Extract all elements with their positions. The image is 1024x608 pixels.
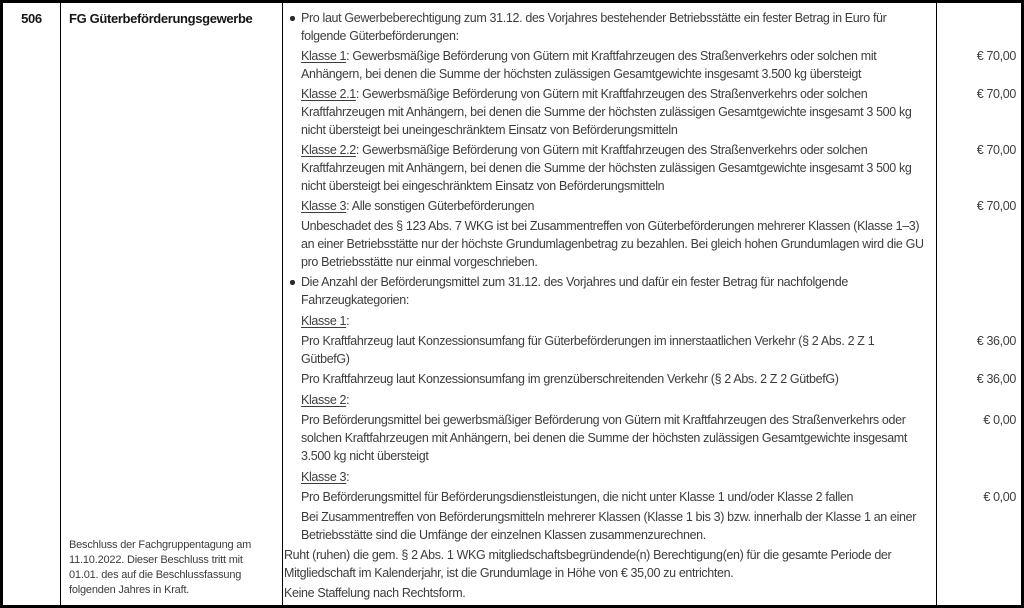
amount-cell: € 0,00	[983, 413, 1016, 427]
block-text-heading: Klasse 2:	[301, 393, 350, 407]
amount-cell	[937, 271, 1021, 273]
block-text-flush: Keine Staffelung nach Rechtsform.	[284, 586, 466, 600]
row-number: 506	[21, 11, 42, 26]
amount-cell: € 70,00	[976, 199, 1016, 213]
class-label: Klasse 1	[301, 49, 347, 63]
class-label: Klasse 3	[301, 199, 347, 213]
block-text-classitem: Klasse 2.2: Gewerbsmäßige Beförderung von Gütern mit Kraftfahrzeugen des Straßenverkehrs oder solchen Kraftfahrzeugen mit Anhängern, bei denen die Summe der höchsten zulässigen Gesamtgewichte insgesamt 3 500 kg nicht übersteigt bei eingeschränktem Einsatz von Beförderungsmitteln	[301, 143, 912, 193]
bullet-icon	[290, 16, 295, 21]
amount-cell	[937, 506, 1021, 508]
block-text-para: Bei Zusammentreffen von Beförderungsmitteln mehrerer Klassen (Klasse 1 bis 3) bzw. innerhalb der Klasse 1 an einer Betriebsstätte sind die Umfänge der einzelnen Klassen zusammenzurechnen.	[301, 510, 917, 542]
block-text-para: Pro Beförderungsmittel für Beförderungsdienstleistungen, die nicht unter Klasse 1 und/oder Klasse 2 fallen	[301, 490, 854, 504]
amount-cell	[937, 544, 1021, 546]
block-text-bullet: Pro laut Gewerbeberechtigung zum 31.12. des Vorjahres bestehender Betriebsstätte ein fester Betrag in Euro für folgende Güterbeförderungen:	[283, 7, 937, 45]
class-label: Klasse 2	[301, 393, 347, 407]
footnote: Beschluss der Fachgruppentagung am 11.10.2022. Dieser Beschluss tritt mit 01.01. des auf die Beschlussfassung folgenden Jahres in Kraft.	[69, 539, 252, 596]
class-label: Klasse 3	[301, 470, 347, 484]
block-text-classitem: Klasse 3: Alle sonstigen Güterbeförderungen	[301, 199, 535, 213]
amount-cell	[937, 582, 1021, 584]
block-text-para: Pro Kraftfahrzeug laut Konzessionsumfang für Güterbeförderungen im innerstaatlichen Verkehr (§ 2 Abs. 2 Z 1 GütbefG)	[301, 334, 875, 366]
amount-cell: € 36,00	[976, 334, 1016, 348]
row-number-cell	[3, 3, 61, 605]
block-text-classitem: Klasse 1: Gewerbsmäßige Beförderung von Gütern mit Kraftfahrzeugen des Straßenverkehrs oder solchen mit Anhängern, bei denen die Summe der höchsten zulässigen Gesamtgewichte insgesamt 3.500 kg übersteigt	[301, 49, 877, 81]
amount-cell: € 0,00	[983, 490, 1016, 504]
class-label: Klasse 1	[301, 314, 347, 328]
amount-cell: € 36,00	[976, 372, 1016, 386]
block-text-bullet: Die Anzahl der Beförderungsmittel zum 31.12. des Vorjahres und dafür ein fester Betrag für nachfolgende Fahrzeugkategorien:	[283, 271, 937, 309]
amount-cell	[937, 388, 1021, 390]
bullet-icon	[290, 280, 295, 285]
block-text-para: Pro Kraftfahrzeug laut Konzessionsumfang im grenzüberschreitenden Verkehr (§ 2 Abs. 2 Z 2 GütbefG)	[301, 372, 839, 386]
block-text-classitem: Klasse 2.1: Gewerbsmäßige Beförderung von Gütern mit Kraftfahrzeugen des Straßenverkehrs oder solchen Kraftfahrzeugen mit Anhängern, bei denen die Summe der höchsten zulässigen Gesamtgewichte insgesamt 3 500 kg nicht übersteigt bei uneingeschränktem Einsatz von Beförderungsmitteln	[301, 87, 912, 137]
group-title: FG Güterbeförderungsgewerbe	[69, 11, 253, 26]
block-text-para: Pro Beförderungsmittel bei gewerbsmäßiger Beförderung von Gütern mit Kraftfahrzeugen des Straßenverkehrs oder solchen Kraftfahrzeugen mit Anhängern, bei denen die Summe der höchsten zulässigen Gesamtgewichte insgesamt 3.500 kg nicht übersteigt	[301, 413, 907, 463]
block-text-para: Unbeschadet des § 123 Abs. 7 WKG ist bei Zusammentreffen von Güterbeförderungen mehrerer Klassen (Klasse 1–3) an einer Betriebsstätte nur der höchste Grundumlagenbetrag zu bezahlen. Bei gleich hohen Grundumlagen wird die GU pro Betriebsstätte nur einmal vorgeschrieben.	[301, 219, 924, 269]
amount-cell: € 70,00	[976, 87, 1016, 101]
amount-cell: € 70,00	[976, 49, 1016, 63]
group-cell	[61, 3, 283, 605]
class-label: Klasse 2.2	[301, 143, 356, 157]
block-text-flush: Ruht (ruhen) die gem. § 2 Abs. 1 WKG mitgliedschaftsbegründende(n) Berechtigung(en) für die gesamte Periode der Mitgliedschaft im Kalenderjahr, ist die Grundumlage in Höhe von € 35,00 zu entrichten.	[284, 548, 892, 580]
amount-cell: € 70,00	[976, 143, 1016, 157]
content-grid	[283, 7, 1021, 602]
amount-cell	[937, 309, 1021, 311]
amount-cell	[937, 215, 1021, 217]
block-text-heading: Klasse 3:	[301, 470, 350, 484]
content-cell	[283, 3, 1021, 605]
block-text-heading: Klasse 1:	[301, 314, 350, 328]
amount-column-divider	[936, 3, 937, 605]
amount-cell	[937, 465, 1021, 467]
class-label: Klasse 2.1	[301, 87, 356, 101]
amount-cell	[937, 7, 1021, 9]
